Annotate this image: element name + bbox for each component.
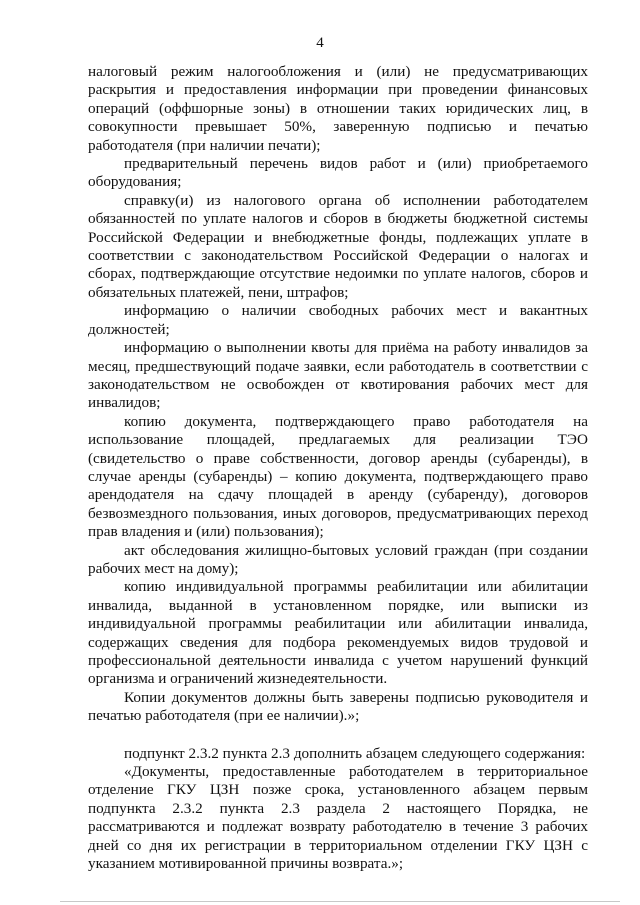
paragraph-continuation: налоговый режим налогообложения и (или) не предусматривающих раскрытия и предоставления информации при проведении финансовых операций (оффшорные зоны) в отношении таких юридических лиц, в совокупности превышает 50%, заверенную подписью и печатью работодателя (при наличии печати);	[88, 63, 588, 154]
bottom-rule	[60, 901, 620, 902]
paragraph-rehabilitation-program: копию индивидуальной программы реабилитации или абилитации инвалида, выданной в установленном порядке, или выписки из индивидуальной программы реабилитации или абилитации инвалида, содержащих сведения для подбора рекомендуемых видов трудовой и профессиональной деятельности инвалида с учетом нарушений функций организма и ограничений жизнедеятельности.	[88, 578, 588, 688]
paragraph-tax-certificate: справку(и) из налогового органа об исполнении работодателем обязанностей по уплате налогов и сборов в бюджеты бюджетной системы Российской Федерации и внебюджетные фонды, подлежащих уплате в соответствии с законодательством Российской Федерации о налогах и сборах, подтверждающие отсутствие недоимки по уплате налогов, сборов и обязательных платежей, пени, штрафов;	[88, 191, 588, 301]
paragraph-premises-right: копию документа, подтверждающего право работодателя на использование площадей, предлагаемых для реализации ТЭО (свидетельство о праве собственности, договор аренды (субаренды), в случае аренды (субаренды) – копию документа, подтверждающего право арендодателя на сдачу площадей в аренду (субаренду), договоров безвозмездного пользования, иных договоров, предусматривающих переход прав владения и (или) пользования);	[88, 412, 588, 541]
paragraph-quota: информацию о выполнении квоты для приёма на работу инвалидов за месяц, предшествующий подаче заявки, если работодатель в соответствии с законодательством не освобожден от квотирования рабочих мест для инвалидов;	[88, 339, 588, 412]
page-number: 4	[316, 35, 324, 51]
document-body	[88, 63, 588, 873]
paragraph-amendment-intro: подпункт 2.3.2 пункта 2.3 дополнить абзацем следующего содержания:	[124, 744, 586, 762]
paragraph-certification: Копии документов должны быть заверены подписью руководителя и печатью работодателя (при ее наличии).»;	[88, 688, 588, 725]
paragraph-living-conditions: акт обследования жилищно-бытовых условий граждан (при создании рабочих мест на дому);	[88, 541, 588, 577]
paragraph-vacancies: информацию о наличии свободных рабочих мест и вакантных должностей;	[88, 302, 588, 338]
paragraph-amendment-text: «Документы, предоставленные работодателем в территориальное отделение ГКУ ЦЗН позже срока, установленного абзацем первым подпункта 2.3.2 пункта 2.3 раздела 2 настоящего Порядка, не рассматриваются и подлежат возврату работодателю в течение 3 рабочих дней со дня их регистрации в территориальном отделении ГКУ ЦЗН с указанием мотивированной причины возврата.»;	[88, 763, 588, 873]
paragraph-work-list: предварительный перечень видов работ и (или) приобретаемого оборудования;	[88, 155, 588, 191]
